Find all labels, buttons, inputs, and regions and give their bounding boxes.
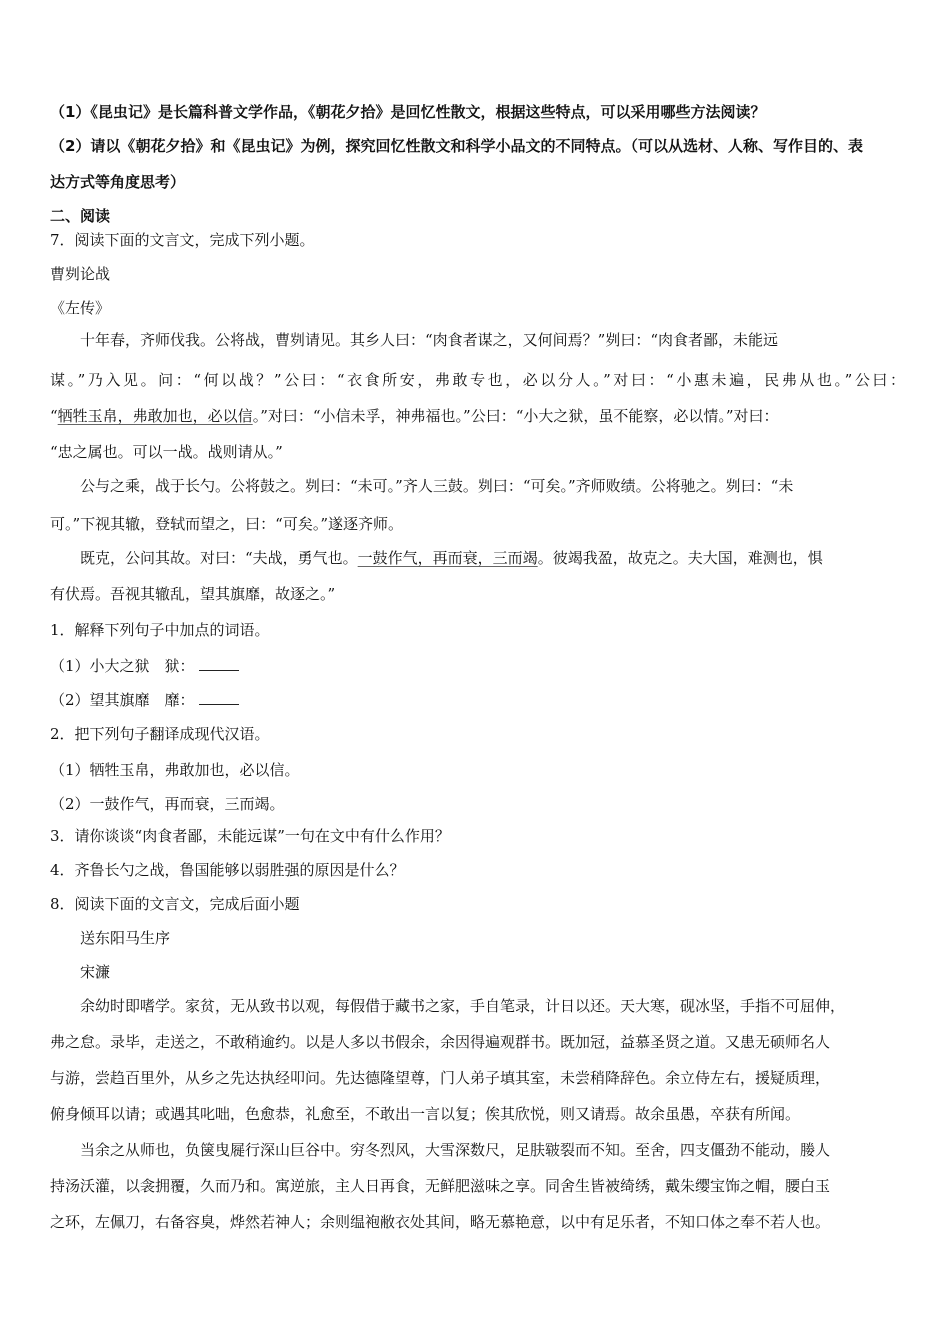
passage-title: 曹刿论战 [50,265,111,283]
quote-mark: “ [50,407,58,425]
passage-text: 既克，公问其故。对曰：“夫战，勇气也。 [80,549,358,567]
section-heading: 二、阅读 [50,207,111,225]
passage-line: 公与之乘，战于长勺。公将鼓之。刿曰：“未可。”齐人三鼓。刿曰：“可矣。”齐师败绩。公将驰之。刿曰：“未 [80,477,794,495]
passage-author: 宋濂 [80,963,111,981]
sub-question-4: 4．齐鲁长勺之战，鲁国能够以弱胜强的原因是什么？ [50,861,405,879]
sub-question-2a: （1）牺牲玉帛，弗敢加也，必以信。 [50,761,300,779]
answer-blank[interactable] [199,690,239,705]
question-6-1: （1）《昆虫记》是长篇科普文学作品，《朝花夕拾》是回忆性散文，根据这些特点，可以采用哪些方法阅读？ [50,103,766,121]
sub-question-2: 2．把下列句子翻译成现代汉语。 [50,725,270,743]
passage-title: 送东阳马生序 [80,929,171,947]
answer-blank[interactable] [199,656,239,671]
question-6-2-cont: 达方式等角度思考） [50,173,186,191]
passage-source: 《左传》 [50,299,111,317]
passage-line [80,548,823,568]
passage-text: 。彼竭我盈，故克之。夫大国，难测也，惧 [537,549,823,567]
passage-line: 与游，尝趋百里外，从乡之先达执经叩问。先达德隆望尊，门人弟子填其室，未尝稍降辞色。余立侍左右，援疑质理， [50,1069,831,1087]
sub-question-1b [50,690,239,710]
passage-line [50,406,779,426]
underlined-sentence: 一鼓作气，再而衰，三而竭 [357,549,538,567]
underlined-sentence: 牺牲玉帛，弗敢加也，必以信 [57,407,253,425]
passage-line: 之环，左佩刀，右备容臭，烨然若神人；余则缊袍敝衣处其间，略无慕艳意，以中有足乐者，不知口体之奉不若人也。 [50,1213,831,1231]
sub-question-1a [50,656,239,676]
question-8-prompt: 8．阅读下面的文言文，完成后面小题 [50,895,300,913]
question-7-prompt: 7．阅读下面的文言文，完成下列小题。 [50,231,315,249]
passage-line: 当余之从师也，负箧曳屣行深山巨谷中。穷冬烈风，大雪深数尺，足肤皲裂而不知。至舍，四支僵劲不能动，媵人 [80,1141,831,1159]
passage-line: “忠之属也。可以一战。战则请从。” [50,443,283,461]
passage-line: 谋。”乃入见。问：“何以战？”公曰：“衣食所安，弗敢专也，必以分人。”对曰：“小惠未遍，民弗从也。”公曰： [50,371,905,389]
sub-question-3: 3．请你谈谈“肉食者鄙，未能远谋”一句在文中有什么作用？ [50,827,450,845]
sub-question-1: 1．解释下列句子中加点的词语。 [50,621,270,639]
passage-line: 持汤沃灌，以衾拥覆，久而乃和。寓逆旅，主人日再食，无鲜肥滋味之享。同舍生皆被绮绣，戴朱缨宝饰之帽，腰白玉 [50,1177,831,1195]
sub-question-text: （1）小大之狱 狱： [50,657,195,675]
question-6-2: （2）请以《朝花夕拾》和《昆虫记》为例，探究回忆性散文和科学小品文的不同特点。（可以从选材、人称、写作目的、表 [50,137,863,155]
passage-line: 有伏焉。吾视其辙乱，望其旗靡，故逐之。” [50,585,336,603]
passage-line: 俯身倾耳以请；或遇其叱咄，色愈恭，礼愈至，不敢出一言以复；俟其欣悦，则又请焉。故余虽愚，卒获有所闻。 [50,1105,801,1123]
passage-line: 弗之怠。录毕，走送之，不敢稍逾约。以是人多以书假余，余因得遍观群书。既加冠，益慕圣贤之道。又患无硕师名人 [50,1033,831,1051]
sub-question-text: （2）望其旗靡 靡： [50,691,195,709]
passage-line: 余幼时即嗜学。家贫，无从致书以观，每假借于藏书之家，手自笔录，计日以还。天大寒，砚冰坚，手指不可屈伸， [80,997,846,1015]
passage-line: 可。”下视其辙，登轼而望之，曰：“可矣。”遂逐齐师。 [50,515,404,533]
sub-question-2b: （2）一鼓作气，再而衰，三而竭。 [50,795,285,813]
passage-line: 十年春，齐师伐我。公将战，曹刿请见。其乡人曰：“肉食者谋之，又何间焉？”刿曰：“肉食者鄙，未能远 [80,331,779,349]
passage-text: 。”对曰：“小信未孚，神弗福也。”公曰：“小大之狱，虽不能察，必以情。”对曰： [252,407,779,425]
